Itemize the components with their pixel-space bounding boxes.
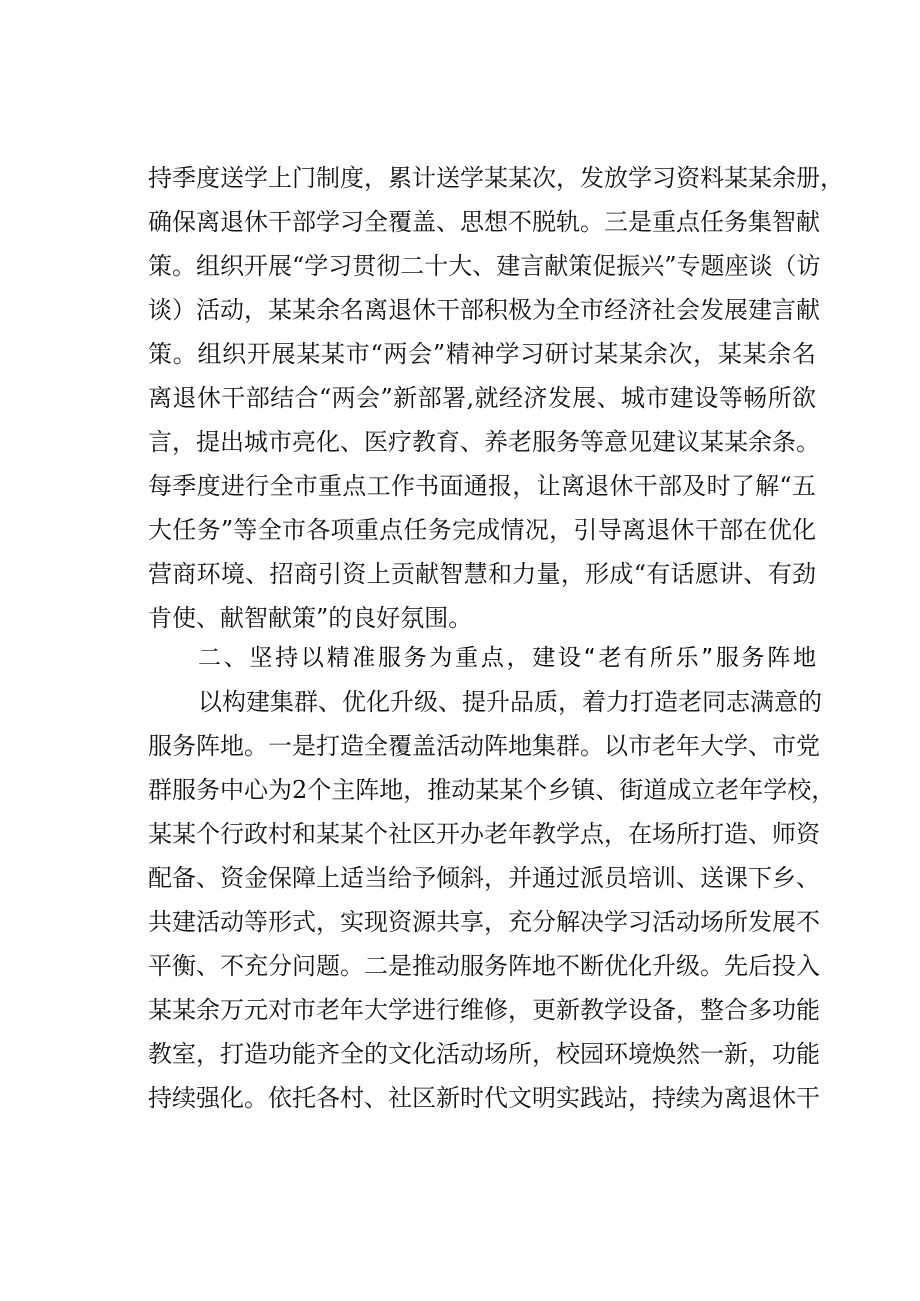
body-text-line: 某某余万元对市老年大学进行维修，更新教学设备，整合多功能 xyxy=(148,996,820,1024)
body-text-line: 群服务中心为2个主阵地，推动某某个乡镇、街道成立老年学校， xyxy=(148,776,836,804)
body-text-line: 持季度送学上门制度，累计送学某某次，发放学习资料某某余册， xyxy=(148,164,844,192)
body-text-line: 服务阵地。一是打造全覆盖活动阵地集群。以市老年大学、市党 xyxy=(148,732,820,760)
body-text-line: 离退休干部结合“两会”新部署,就经济发展、城市建设等畅所欲 xyxy=(148,384,816,412)
body-text-line: 平衡、不充分问题。二是推动服务阵地不断优化升级。先后投入 xyxy=(148,952,820,980)
body-text-line: 肯使、献智献策”的良好氛围。 xyxy=(148,604,473,632)
body-text-line: 确保离退休干部学习全覆盖、思想不脱轨。三是重点任务集智献 xyxy=(148,208,820,236)
body-text-line: 共建活动等形式，实现资源共享，充分解决学习活动场所发展不 xyxy=(148,908,820,936)
body-text-line: 某某个行政村和某某个社区开办老年教学点，在场所打造、师资 xyxy=(148,820,820,848)
body-text-line: 大任务”等全市各项重点任务完成情况，引导离退休干部在优化 xyxy=(148,516,816,544)
section-heading: 二、坚持以精准服务为重点，建设“老有所乐”服务阵地 xyxy=(198,645,816,671)
body-text-line: 谈）活动，某某余名离退休干部积极为全市经济社会发展建言献 xyxy=(148,296,820,324)
body-text-line: 持续强化。依托各村、社区新时代文明实践站，持续为离退休干 xyxy=(148,1084,820,1112)
body-text-line: 配备、资金保障上适当给予倾斜，并通过派员培训、送课下乡、 xyxy=(148,864,820,892)
body-text-line: 每季度进行全市重点工作书面通报，让离退休干部及时了解“五 xyxy=(148,472,816,500)
body-text-line: 言，提出城市亮化、医疗教育、养老服务等意见建议某某余条。 xyxy=(148,428,820,456)
body-text-line: 以构建集群、优化升级、提升品质，着力打造老同志满意的 xyxy=(198,688,822,716)
body-text-line: 营商环境、招商引资上贡献智慧和力量，形成“有话愿讲、有劲 xyxy=(148,560,816,588)
body-text-line: 策。组织开展“学习贯彻二十大、建言献策促振兴”专题座谈（访 xyxy=(148,252,821,280)
body-text-line: 教室，打造功能齐全的文化活动场所，校园环境焕然一新，功能 xyxy=(148,1040,820,1068)
body-text-line: 策。组织开展某某市“两会”精神学习研讨某某余次，某某余名 xyxy=(148,340,816,368)
